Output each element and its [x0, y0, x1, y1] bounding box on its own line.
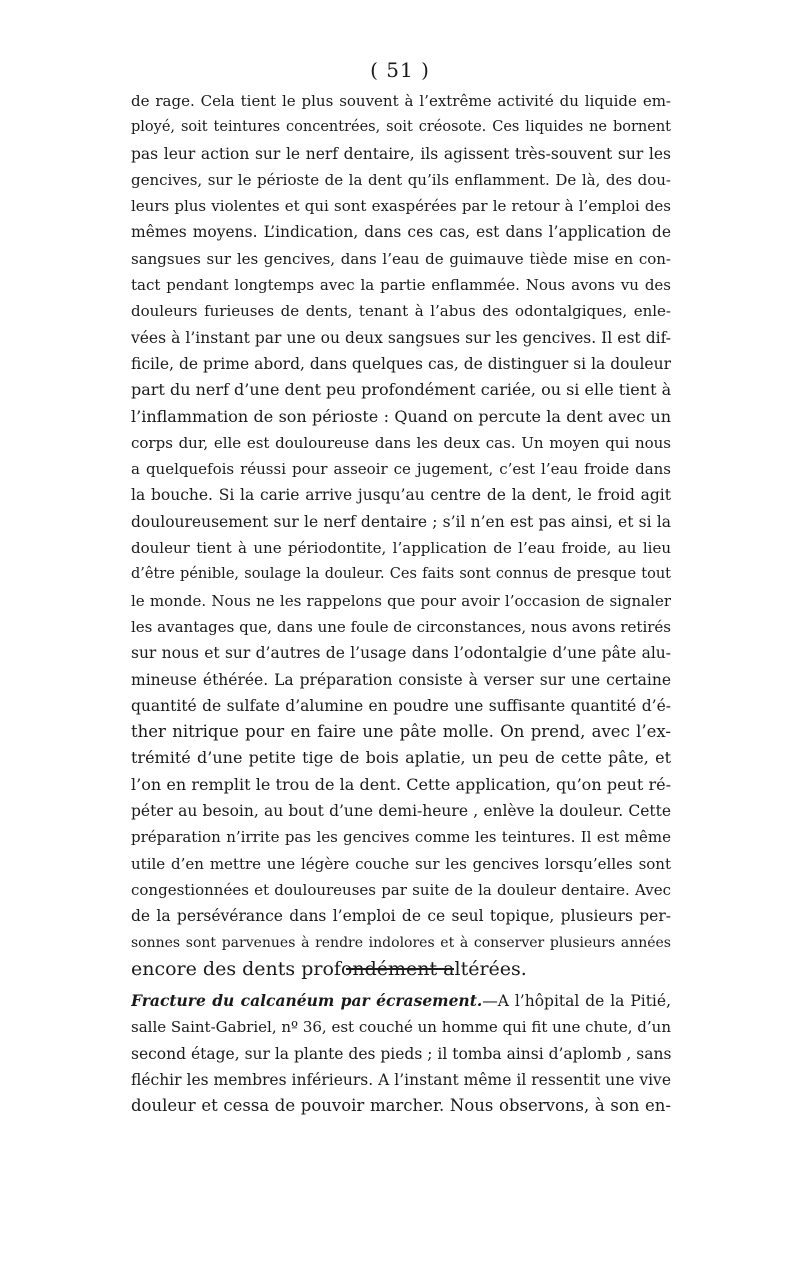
text-line: vées à l’instant par une ou deux sangsues sur les gencives. Il est dif-: [131, 328, 671, 347]
text-line: salle Saint-Gabriel, nº 36, est couché un homme qui fit une chute, d’un: [131, 1018, 671, 1037]
section-lead-title: Fracture du calcanéum par écrasement.: [131, 991, 483, 1010]
text-line: gencives, sur le périoste de la dent qu’ils enflamment. De là, des dou-: [131, 170, 671, 189]
lead-continuation: —A l’hôpital de la Pitié,: [482, 992, 671, 1010]
text-line: l’on en remplit le trou de la dent. Cette application, qu’on peut ré-: [131, 774, 671, 794]
text-line: le monde. Nous ne les rappelons que pour avoir l’occasion de signaler: [131, 591, 671, 610]
text-line: ficile, de prime abord, dans quelques cas, de distinguer si la douleur: [131, 354, 671, 373]
text-line: mêmes moyens. L’indication, dans ces cas, est dans l’application de: [131, 223, 671, 242]
text-line: sur nous et sur d’autres de l’usage dans l’odontalgie d’une pâte alu-: [131, 644, 671, 663]
text-line: fléchir les membres inférieurs. A l’instant même il ressentit une vive: [131, 1070, 671, 1089]
text-line: mineuse éthérée. La préparation consiste à verser sur une certaine: [131, 670, 671, 689]
text-line: l’inflammation de son périoste : Quand on percute la dent avec un: [131, 406, 671, 426]
text-line: sonnes sont parvenues à rendre indolores et à conserver plusieurs années: [131, 934, 671, 951]
paragraph-fracture-calcaneum: [131, 988, 671, 1119]
page-number: ( 51 ): [370, 58, 430, 82]
text-line: les avantages que, dans une foule de circonstances, nous avons retirés: [131, 617, 671, 636]
text-line: utile d’en mettre une légère couche sur les gencives lorsqu’elles sont: [131, 854, 671, 873]
text-line: sangsues sur les gencives, dans l’eau de guimauve tiède mise en con-: [131, 249, 671, 268]
text-line: pas leur action sur le nerf dentaire, ils agissent très-souvent sur les: [131, 144, 671, 163]
text-line: d’être pénible, soulage la douleur. Ces faits sont connus de presque tout: [131, 566, 671, 583]
text-line: préparation n’irrite pas les gencives comme les teintures. Il est même: [131, 828, 671, 847]
text-line: second étage, sur la plante des pieds ; il tomba ainsi d’aplomb , sans: [131, 1044, 671, 1063]
text-line: quantité de sulfate d’alumine en poudre une suffisante quantité d’é-: [131, 696, 671, 715]
text-line: douleurs furieuses de dents, tenant à l’abus des odontalgiques, enle-: [131, 302, 671, 321]
text-line: douleur tient à une périodontite, l’application de l’eau froide, au lieu: [131, 539, 671, 558]
text-line: ther nitrique pour en faire une pâte molle. On prend, avec l’ex-: [131, 722, 671, 742]
text-line: tact pendant longtemps avec la partie enflammée. Nous avons vu des: [131, 276, 671, 295]
paragraph-odontalgie: [131, 88, 671, 982]
text-line: péter au besoin, au bout d’une demi-heure , enlève la douleur. Cette: [131, 802, 671, 821]
text-line: la bouche. Si la carie arrive jusqu’au centre de la dent, le froid agit: [131, 486, 671, 505]
text-line: encore des dents profondément altérées.: [131, 957, 527, 980]
text-line: congestionnées et douloureuses par suite de la douleur dentaire. Avec: [131, 880, 671, 899]
text-line: a quelquefois réussi pour asseoir ce jugement, c’est l’eau froide dans: [131, 460, 671, 479]
text-line: leurs plus violentes et qui sont exaspérées par le retour à l’emploi des: [131, 197, 671, 216]
text-line: de la persévérance dans l’emploi de ce seul topique, plusieurs per-: [131, 907, 671, 926]
text-line: de rage. Cela tient le plus souvent à l’extrême activité du liquide em-: [131, 92, 671, 110]
text-line: ployé, soit teintures concentrées, soit créosote. Ces liquides ne bornent: [131, 119, 671, 136]
text-line: corps dur, elle est douloureuse dans les deux cas. Un moyen qui nous: [131, 433, 671, 452]
text-line: douloureusement sur le nerf dentaire ; s’il n’en est pas ainsi, et si la: [131, 512, 671, 531]
text-line-with-lead: [131, 988, 671, 1014]
text-line: douleur et cessa de pouvoir marcher. Nous observons, à son en-: [131, 1096, 671, 1116]
text-line: trémité d’une petite tige de bois aplatie, un peu de cette pâte, et: [131, 748, 671, 768]
section-divider: [346, 968, 454, 970]
text-line: part du nerf d’une dent peu profondément cariée, ou si elle tient à: [131, 380, 671, 400]
